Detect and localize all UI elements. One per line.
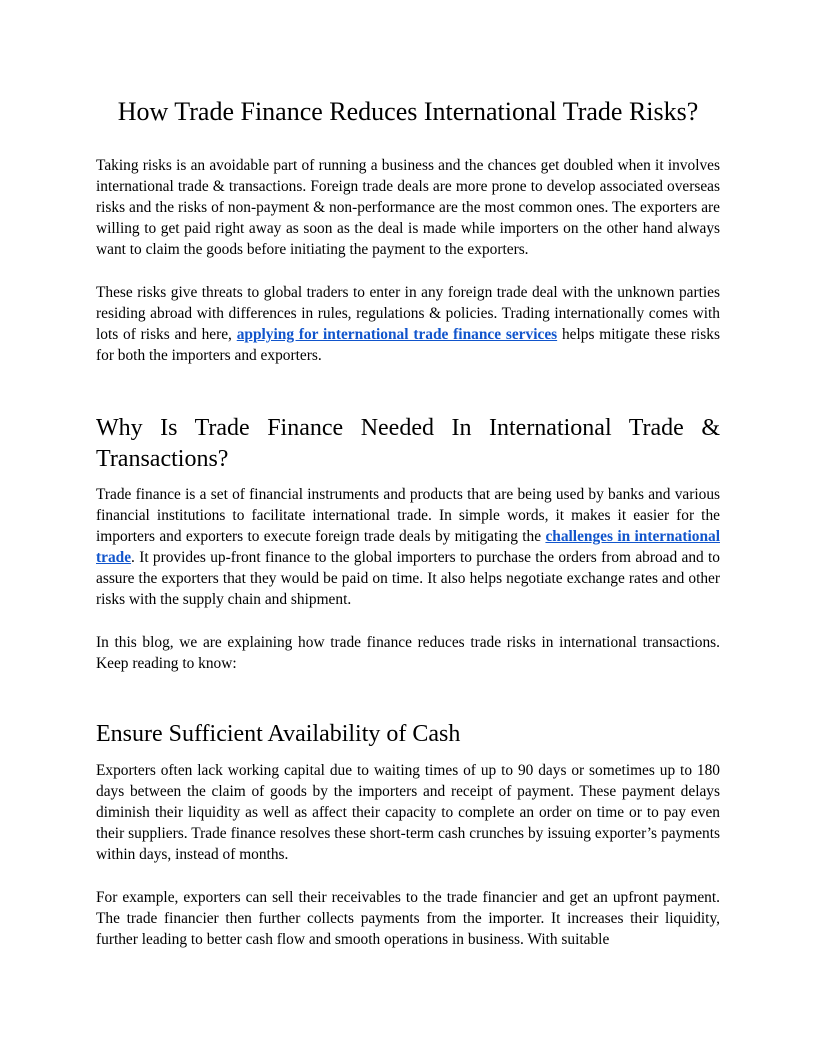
page-title: How Trade Finance Reduces International Trade Risks? <box>117 97 699 126</box>
section1-paragraph-1 <box>96 484 720 610</box>
section2-paragraph-2: For example, exporters can sell their receivables to the trade financier and get an upfront payment. The trade financier then further collects payments from the importer. It increases their liquidity, further leading to better cash flow and smooth operations in business. With suitable <box>96 889 720 948</box>
section1-paragraph-1-text-after: . It provides up-front finance to the global importers to purchase the orders from abroad and to assure the exporters that they would be paid on time. It also helps negotiate exchange rates and other risks with the supply chain and shipment. <box>96 549 720 608</box>
intro-paragraph-1: Taking risks is an avoidable part of running a business and the chances get doubled when it involves international trade & transactions. Foreign trade deals are more prone to develop associated overseas risks and the risks of non-payment & non-performance are the most common ones. The exporters are willing to get paid right away as soon as the deal is made while importers on the other hand always want to claim the goods before initiating the payment to the exporters. <box>96 157 720 258</box>
section1-paragraph-2: In this blog, we are explaining how trade finance reduces trade risks in international transactions. Keep reading to know: <box>96 634 720 672</box>
section-heading-why-trade-finance: Why Is Trade Finance Needed In International Trade & Transactions? <box>96 415 720 472</box>
section-heading-availability-of-cash: Ensure Sufficient Availability of Cash <box>96 721 461 747</box>
section1-paragraph-1-text-before: Trade finance is a set of financial instruments and products that are being used by banks and various financial institutions to facilitate international trade. In simple words, it makes it easier for the importers and exporters to execute foreign trade deals by mitigating the <box>96 486 720 545</box>
challenges-international-trade-link[interactable]: challenges in international trade <box>96 528 720 566</box>
trade-finance-services-link[interactable]: applying for international trade finance services <box>236 326 558 343</box>
intro-paragraph-2-text-before: These risks give threats to global traders to enter in any foreign trade deal with the unknown parties residing abroad with differences in rules, regulations & policies. Trading internationally comes with lots of risks and here, <box>96 284 720 343</box>
section2-paragraph-1: Exporters often lack working capital due to waiting times of up to 90 days or sometimes up to 180 days between the claim of goods by the importers and receipt of payment. These payment delays diminish their liquidity as well as affect their capacity to complete an order on time or to pay even their suppliers. Trade finance resolves these short-term cash crunches by issuing exporter’s payments within days, instead of months. <box>96 762 720 863</box>
intro-paragraph-2-text-after: helps mitigate these risks for both the importers and exporters. <box>96 326 720 364</box>
intro-paragraph-2 <box>96 282 720 366</box>
